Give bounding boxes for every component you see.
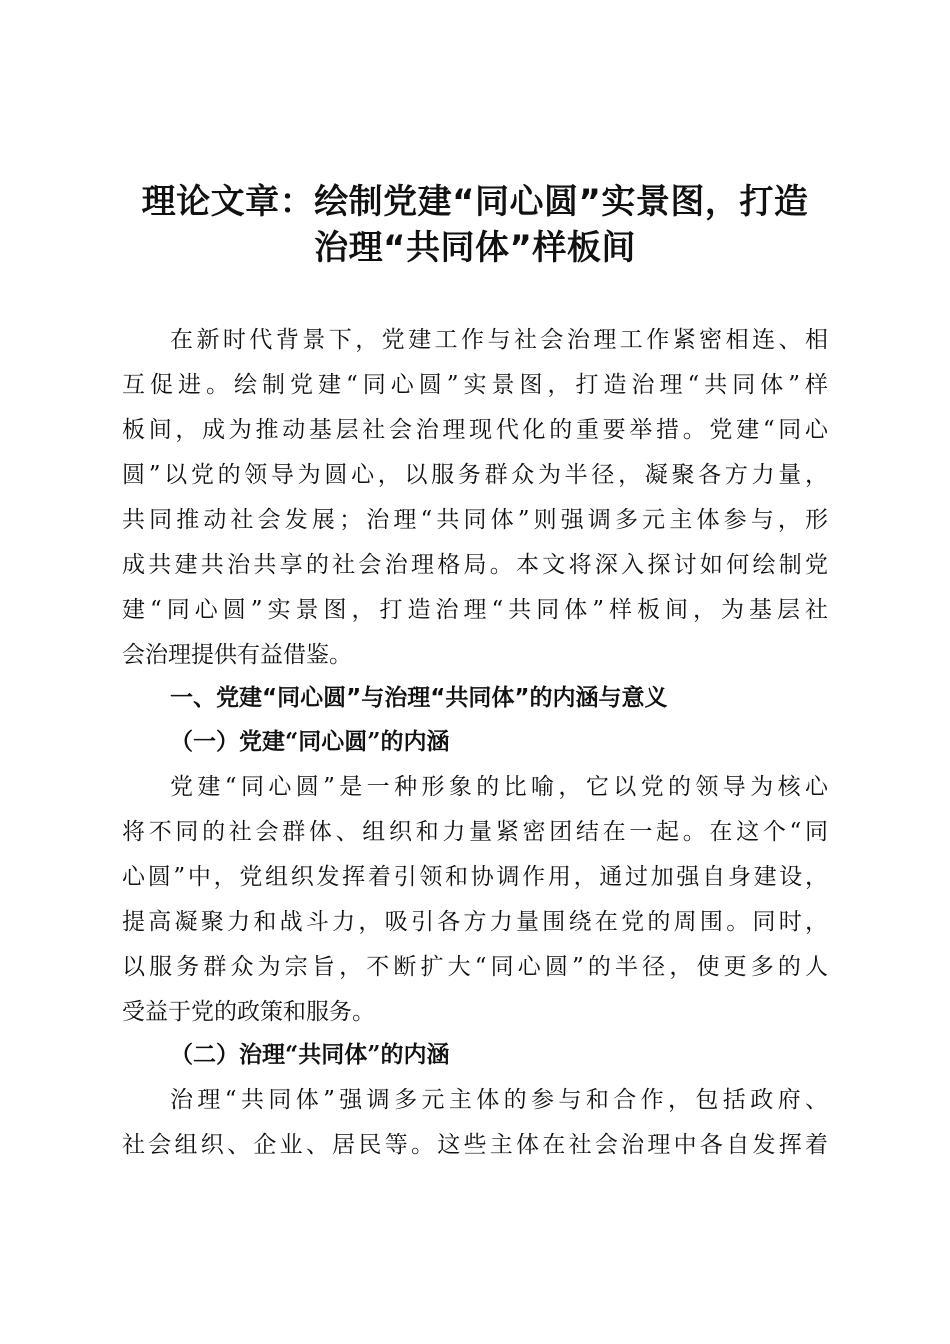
sub2-line: 治理“共同体”强调多元主体的参与和合作，包括政府、 [170, 1087, 828, 1113]
document-title-line-2: 治理“共同体”样板间 [314, 228, 636, 268]
sub1-line: 将不同的社会群体、组织和力量紧密团结在一起。在这个“同 [122, 819, 828, 845]
subsection-2-heading: （二）治理“共同体”的内涵 [170, 1041, 450, 1068]
sub1-line: 党建“同心圆”是一种形象的比喻，它以党的领导为核心 [170, 774, 828, 800]
intro-line: 共同推动社会发展；治理“共同体”则强调多元主体参与，形 [122, 507, 828, 533]
intro-line: 建“同心圆”实景图，打造治理“共同体”样板间，为基层社 [122, 597, 828, 623]
intro-line: 圆”以党的领导为圆心，以服务群众为半径，凝聚各方力量， [122, 462, 828, 488]
document-title-line-1: 理论文章：绘制党建“同心圆”实景图，打造 [141, 182, 809, 222]
intro-line: 互促进。绘制党建“同心圆”实景图，打造治理“共同体”样 [122, 372, 828, 398]
sub1-line: 受益于党的政策和服务。 [122, 999, 375, 1025]
sub1-line: 以服务群众为宗旨，不断扩大“同心圆”的半径，使更多的人 [122, 954, 828, 980]
subsection-1-heading: （一）党建“同心圆”的内涵 [170, 728, 450, 755]
sub1-line: 心圆”中，党组织发挥着引领和协调作用，通过加强自身建设， [122, 864, 828, 890]
intro-line: 在新时代背景下，党建工作与社会治理工作紧密相连、相 [170, 327, 828, 353]
intro-line: 会治理提供有益借鉴。 [122, 642, 352, 668]
intro-line: 板间，成为推动基层社会治理现代化的重要举措。党建“同心 [122, 417, 828, 443]
sub2-line: 社会组织、企业、居民等。这些主体在社会治理中各自发挥着 [122, 1132, 828, 1158]
sub1-line: 提高凝聚力和战斗力，吸引各方力量围绕在党的周围。同时， [122, 909, 828, 935]
section-1-heading: 一、党建“同心圆”与治理“共同体”的内涵与意义 [170, 685, 668, 711]
intro-line: 成共建共治共享的社会治理格局。本文将深入探讨如何绘制党 [122, 552, 828, 578]
